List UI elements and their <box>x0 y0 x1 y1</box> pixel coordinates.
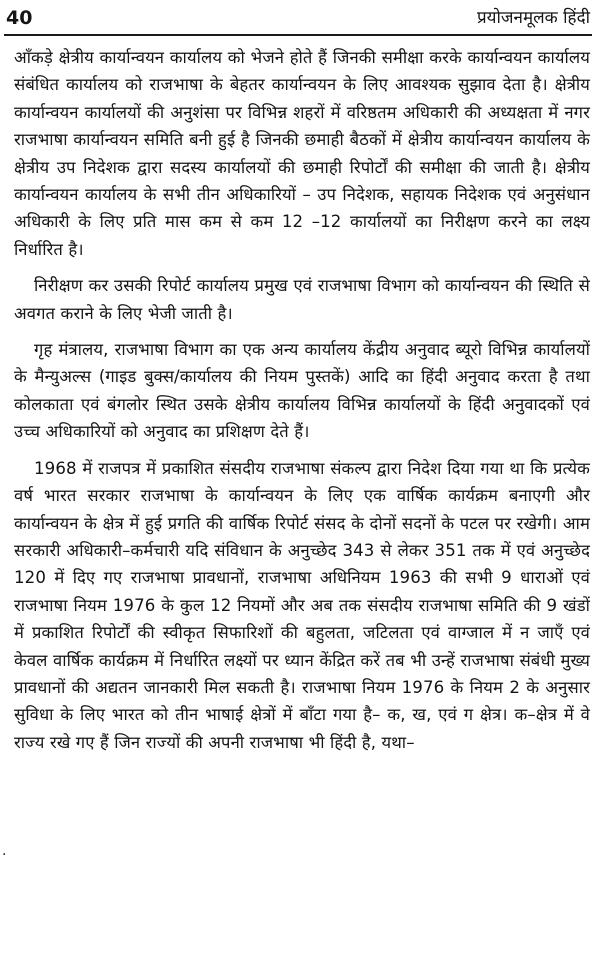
paragraph-2: निरीक्षण कर उसकी रिपोर्ट कार्यालय प्रमुख एवं राजभाषा विभाग को कार्यान्वयन की स्थिति से अवगत कराने के लिए भेजी जाती है। <box>14 276 590 323</box>
paragraph-1: आँकड़े क्षेत्रीय कार्यान्वयन कार्यालय को भेजने होते हैं जिनकी समीक्षा करके कार्यान्वयन कार्यालय संबंधित कार्यालय को राजभाषा के बेहतर कार्यान्वयन के लिए आवश्यक सुझाव देता है। क्षेत्रीय कार्यान्वयन कार्यालयों की अनुशंसा पर विभिन्न शहरों में वरिष्ठतम अधिकारी की अध्यक्षता में नगर राजभाषा कार्यान्वयन समिति बनी हुई है जिनकी छमाही बैठकों में क्षेत्रीय कार्यान्वयन कार्यालय के क्षेत्रीय उप निदेशक द्वारा सदस्य कार्यालयों की छमाही रिपोर्टों की समीक्षा की जाती है। क्षेत्रीय कार्यान्वयन कार्यालय के सभी तीन अधिकारियों – उप निदेशक, सहायक निदेशक एवं अनुसंधान अधिकारी के लिए प्रति मास कम से कम 12 –12 कार्यालयों का निरीक्षण करने का लक्ष्य निर्धारित है। <box>14 48 590 259</box>
page-header <box>4 4 592 32</box>
paragraph-3: गृह मंत्रालय, राजभाषा विभाग का एक अन्य कार्यालय केंद्रीय अनुवाद ब्यूरो विभिन्न कार्यालयों के मैन्युअल्स (गाइड बुक्स/कार्यालय की नियम पुस्तकें) आदि का हिंदी अनुवाद करता है तथा कोलकाता एवं बंगलोर स्थित उसके क्षेत्रीय कार्यालय विभिन्न कार्यालयों के हिंदी अनुवादकों एवं उच्च अधिकारियों को अनुवाद का प्रशिक्षण देते हैं। <box>14 340 590 442</box>
running-title: प्रयोजनमूलक हिंदी <box>477 8 590 28</box>
paragraph-4: 1968 में राजपत्र में प्रकाशित संसदीय राजभाषा संकल्प द्वारा निदेश दिया गया था कि प्रत्येक वर्ष भारत सरकार राजभाषा के कार्यान्वयन के लिए एक वार्षिक कार्यक्रम बनाएगी और कार्यान्वयन के क्षेत्र में हुई प्रगति की वार्षिक रिपोर्ट संसद के दोनों सदनों के पटल पर रखेगी। आम सरकारी अधिकारी–कर्मचारी यदि संविधान के अनुच्छेद 343 से लेकर 351 तक में एवं अनुच्छेद 120 में दिए गए राजभाषा प्रावधानों, राजभाषा अधिनियम 1963 की सभी 9 धाराओं एवं राजभाषा नियम 1976 के कुल 12 नियमों और अब तक संसदीय राजभाषा समिति की 9 खंडों में प्रकाशित रिपोर्टों की स्वीकृत सिफारिशों की बहुलता, जटिलता एवं वाग्जाल में न जाएँ एवं केवल वार्षिक कार्यक्रम में निर्धारित लक्ष्यों पर ध्यान केंद्रित करें तब भी उन्हें राजभाषा संबंधी मुख्य प्रावधानों की अद्यतन जानकारी मिल सकती है। राजभाषा नियम 1976 के नियम 2 के अनुसार सुविधा के लिए भारत को तीन भाषाई क्षेत्रों में बाँटा गया है– क, ख, एवं ग क्षेत्र। क–क्षेत्र में वे राज्य रखे गए हैं जिन राज्यों की अपनी राजभाषा भी हिंदी है, यथा– <box>14 458 590 752</box>
page-number: 40 <box>6 7 33 29</box>
body-text <box>14 44 590 765</box>
margin-mark: · <box>2 847 7 863</box>
header-rule <box>4 34 592 36</box>
